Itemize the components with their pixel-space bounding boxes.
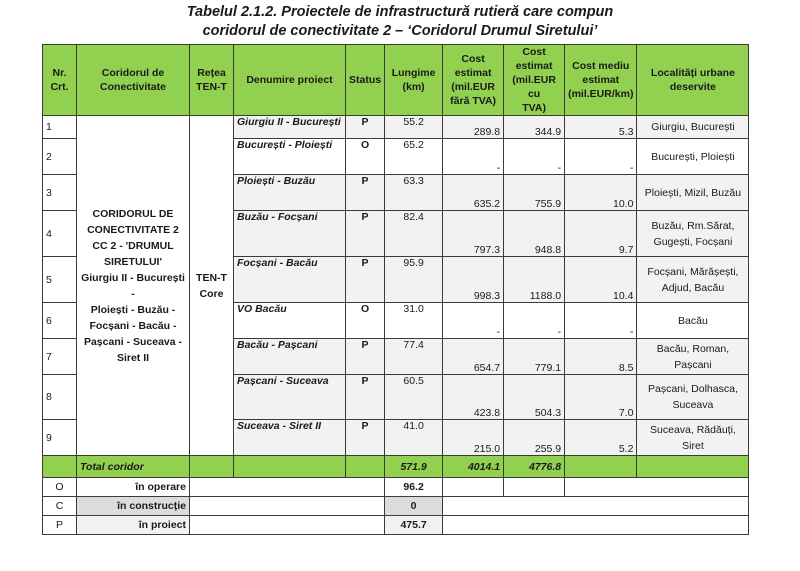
header-network [190,45,234,116]
cost-excl-vat: 289.8 [443,116,504,139]
cost-incl-vat: - [504,303,565,339]
text-line: TVA) [522,102,546,114]
total-status [346,456,385,478]
cost-incl-vat: 504.3 [504,375,565,420]
cost-avg-per-km: 10.4 [565,257,637,303]
summary-value: 475.7 [385,516,443,535]
text-line: Bacău [678,314,708,327]
localities [637,116,749,139]
text-line: Adjud, Bacău [661,281,725,294]
summary-label: în construcție [77,497,190,516]
text-line: CC 2 - 'DRUMUL [92,239,174,252]
localities [637,303,749,339]
localities [637,420,749,456]
text-line: (km) [402,81,425,93]
text-line: deservite [669,81,716,93]
cost-avg-per-km: 9.7 [565,211,637,257]
row-number: 6 [43,303,77,339]
project-name: Suceava - Siret II [234,420,346,456]
status: P [346,175,385,211]
text-line: Ploiești - Buzău - [90,303,176,316]
cost-avg-per-km: 7.0 [565,375,637,420]
localities [637,339,749,375]
text-line: București, Ploiești [651,150,735,163]
length-km: 95.9 [385,257,443,303]
cost-excl-vat: - [443,139,504,175]
project-name: Ploiești - Buzău [234,175,346,211]
summary-empty [190,516,385,535]
text-line: Pașcani - Suceava - [83,335,183,348]
summary-empty [443,516,749,535]
total-project [234,456,346,478]
text-line: (mil.EUR/km) [568,88,634,100]
text-line: Cost mediu [572,60,630,72]
cost-incl-vat: 344.9 [504,116,565,139]
summary-code: P [43,516,77,535]
text-line: Pașcani, Dolhasca, [647,383,738,395]
cost-excl-vat: 635.2 [443,175,504,211]
localities [637,211,749,257]
text-line: Rețea [197,67,226,79]
row-number: 5 [43,257,77,303]
text-line: fără TVA) [450,95,497,107]
cost-avg-per-km: - [565,303,637,339]
cost-excl-vat: 998.3 [443,257,504,303]
summary-empty [565,478,749,497]
cost-excl-vat: 423.8 [443,375,504,420]
summary-row-design [43,516,749,535]
table-caption [0,3,800,41]
text-line: Cost [522,46,546,58]
header-cost-incl-vat [504,45,565,116]
text-line: Bacău, Roman, Pașcani [656,342,730,371]
project-name: Pașcani - Suceava [234,375,346,420]
localities [637,375,749,420]
text-line: Focșani - Bacău - [89,319,177,332]
cost-avg-per-km: 5.3 [565,116,637,139]
cost-incl-vat: 779.1 [504,339,565,375]
row-number: 3 [43,175,77,211]
row-number: 2 [43,139,77,175]
text-line: estimat [515,60,553,72]
length-km: 31.0 [385,303,443,339]
row-number: 9 [43,420,77,456]
total-length: 571.9 [385,456,443,478]
text-line: Localități urbane [650,67,735,79]
cost-excl-vat: 215.0 [443,420,504,456]
status: P [346,257,385,303]
header-row [43,45,749,116]
text-line: Crt. [50,81,69,93]
text-line: (mil.EUR cu [512,74,556,100]
text-line: Siret II [116,351,150,364]
length-km: 55.2 [385,116,443,139]
total-cost-avg [565,456,637,478]
project-name: Bacău - Pașcani [234,339,346,375]
header-length [385,45,443,116]
cost-incl-vat: - [504,139,565,175]
text-line: CONECTIVITATE 2 [87,223,179,236]
summary-empty [443,478,504,497]
summary-label: în operare [77,478,190,497]
text-line: (mil.EUR [451,81,495,93]
cost-excl-vat: 797.3 [443,211,504,257]
header-localities [637,45,749,116]
cost-avg-per-km: - [565,139,637,175]
text-line: Giurgiu II - București - [81,271,185,300]
summary-label: în proiect [77,516,190,535]
localities [637,175,749,211]
status: P [346,375,385,420]
header-corridor [77,45,190,116]
localities [637,139,749,175]
summary-empty [190,497,385,516]
cost-incl-vat: 948.8 [504,211,565,257]
text-line: SIRETULUI' [104,255,162,268]
row-number: 7 [43,339,77,375]
row-number: 8 [43,375,77,420]
total-row [43,456,749,478]
length-km: 65.2 [385,139,443,175]
total-cost-excl-vat: 4014.1 [443,456,504,478]
text-line: Nr. [52,67,67,79]
summary-code: C [43,497,77,516]
summary-row-operating [43,478,749,497]
caption-line-1: Tabelul 2.1.2. Proiectele de infrastructură rutieră care compun [186,4,614,20]
network-cell [190,116,234,456]
length-km: 60.5 [385,375,443,420]
text-line: estimat [454,67,492,79]
text-line: Lungime [391,67,436,79]
cost-incl-vat: 1188.0 [504,257,565,303]
summary-code: O [43,478,77,497]
total-localities [637,456,749,478]
text-line: CORIDORUL DE [92,207,174,220]
corridor-cell [77,116,190,456]
text-line: Cost [461,53,485,65]
localities [637,257,749,303]
header-nr [43,45,77,116]
text-line: Coridorul de [101,67,165,79]
project-name: Buzău - Focșani [234,211,346,257]
status: P [346,211,385,257]
summary-empty [504,478,565,497]
length-km: 41.0 [385,420,443,456]
projects-table [42,44,749,535]
project-name: Focșani - Bacău [234,257,346,303]
cost-avg-per-km: 5.2 [565,420,637,456]
header-status: Status [346,45,385,116]
text-line: Suceava [672,399,714,411]
header-cost-excl-vat [443,45,504,116]
text-line: Conectivitate [100,81,166,93]
cost-excl-vat: - [443,303,504,339]
row-number: 1 [43,116,77,139]
text-line: Core [199,287,224,300]
cost-avg-per-km: 10.0 [565,175,637,211]
status: O [346,303,385,339]
text-line: estimat [582,74,620,86]
table-row [43,116,749,139]
status: P [346,339,385,375]
total-label: Total coridor [77,456,190,478]
length-km: 63.3 [385,175,443,211]
summary-empty [443,497,749,516]
status: O [346,139,385,175]
text-line: TEN-T [196,81,227,93]
text-line: Gugești, Focșani [653,235,733,248]
text-line: Giurgiu, București [651,121,735,133]
summary-value: 96.2 [385,478,443,497]
summary-value: 0 [385,497,443,516]
length-km: 77.4 [385,339,443,375]
total-cost-incl-vat: 4776.8 [504,456,565,478]
status: P [346,420,385,456]
cost-excl-vat: 654.7 [443,339,504,375]
row-number: 4 [43,211,77,257]
project-name: VO Bacău [234,303,346,339]
cost-incl-vat: 755.9 [504,175,565,211]
text-line: TEN-T [196,271,227,284]
summary-empty [190,478,385,497]
summary-row-construction [43,497,749,516]
cost-avg-per-km: 8.5 [565,339,637,375]
total-network [190,456,234,478]
caption-line-2: coridorul de conectivitate 2 – ‘Coridorul Drumul Siretului’ [202,23,598,39]
project-name: București - Ploiești [234,139,346,175]
text-line: Focșani, Mărășești, [647,265,739,278]
cost-incl-vat: 255.9 [504,420,565,456]
text-line: Ploiești, Mizil, Buzău [644,186,742,199]
total-nr [43,456,77,478]
header-project: Denumire proiect [234,45,346,116]
project-name: Giurgiu II - București [234,116,346,139]
length-km: 82.4 [385,211,443,257]
text-line: Buzău, Rm.Sărat, [651,219,735,232]
header-cost-avg [565,45,637,116]
status: P [346,116,385,139]
text-line: Suceava, Rădăuți, Siret [650,423,736,452]
